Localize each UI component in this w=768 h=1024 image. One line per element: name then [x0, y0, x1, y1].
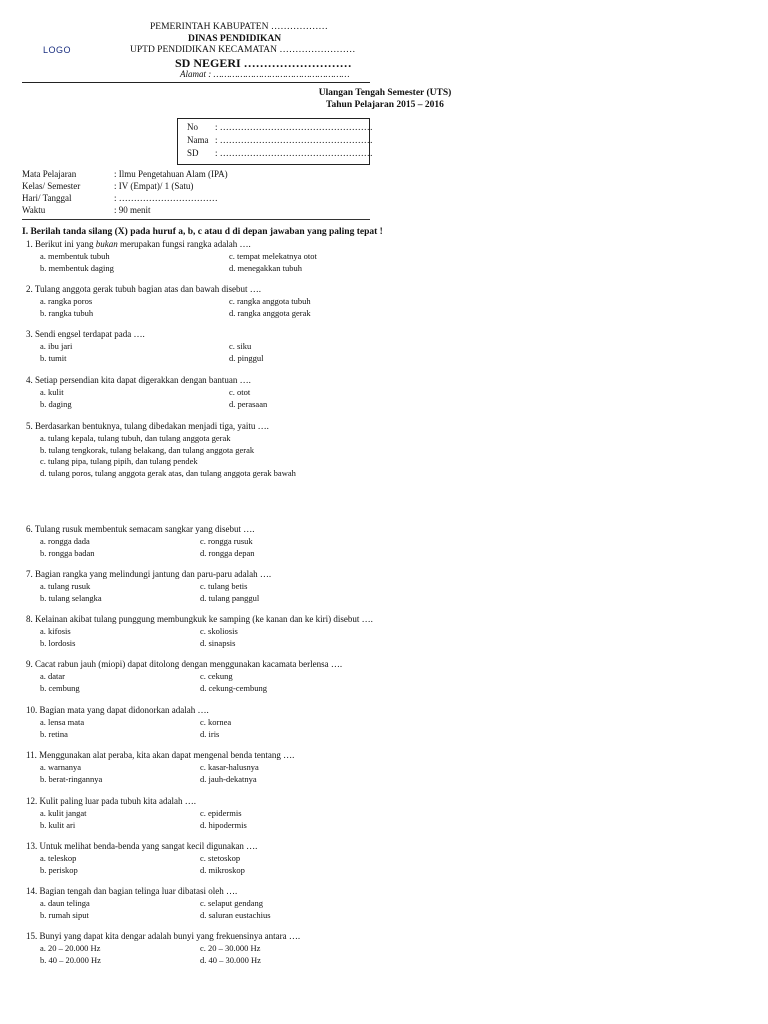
instruction-text: I. Berilah tanda silang (X) pada huruf a, b, c atau d di depan jawaban yang paling tepat !	[22, 227, 383, 237]
question-7-option-b: b. tulang selangka	[40, 593, 102, 603]
question-7-option-c: c. tulang betis	[200, 581, 248, 591]
meta-value-class: : IV (Empat)/ 1 (Satu)	[114, 181, 194, 191]
question-14-option-c: c. selaput gendang	[200, 898, 264, 908]
question-4-option-b: b. daging	[40, 399, 72, 409]
question-10-option-d: d. iris	[200, 729, 220, 739]
question-13-text: 13. Untuk melihat benda-benda yang sangat kecil digunakan ….	[26, 841, 258, 851]
question-1-option-b: b. membentuk daging	[40, 263, 114, 273]
question-2-option-a: a. rangka poros	[40, 296, 93, 306]
question-10-option-c: c. kornea	[200, 717, 232, 727]
meta-value-date: : ……………………………	[114, 193, 218, 203]
identity-field-nama: : ……………………………………………	[215, 135, 373, 145]
question-11-option-d: d. jauh-dekatnya	[200, 774, 257, 784]
question-15-option-d: d. 40 – 30.000 Hz	[200, 955, 261, 965]
question-15-text: 15. Bunyi yang dapat kita dengar adalah bunyi yang frekuensinya antara ….	[26, 931, 301, 941]
question-15-option-c: c. 20 – 30.000 Hz	[200, 943, 261, 953]
question-11-option-c: c. kasar-halusnya	[200, 762, 259, 772]
question-14-option-d: d. saluran eustachius	[200, 910, 271, 920]
question-4-option-c: c. otot	[229, 387, 251, 397]
question-3-option-b: b. tumit	[40, 353, 67, 363]
meta-label-date: Hari/ Tanggal	[22, 193, 72, 203]
question-1-option-d: d. menegakkan tubuh	[229, 263, 302, 273]
question-5-option-b: b. tulang tengkorak, tulang belakang, dan tulang anggota gerak	[40, 444, 255, 455]
question-7-option-d: d. tulang panggul	[200, 593, 260, 603]
school-address-line: Alamat : ……………………………………………	[180, 69, 350, 79]
question-13-option-a: a. teleskop	[40, 853, 77, 863]
identity-label-sd: SD	[187, 148, 199, 158]
identity-field-sd: : ……………………………………………	[215, 148, 373, 158]
question-3-option-d: d. pinggul	[229, 353, 264, 363]
question-8-option-d: d. sinapsis	[200, 638, 236, 648]
education-office-line: DINAS PENDIDIKAN	[188, 34, 282, 44]
question-13-option-c: c. stetoskop	[200, 853, 241, 863]
question-1-option-a: a. membentuk tubuh	[40, 251, 110, 261]
question-14-text: 14. Bagian tengah dan bagian telinga luar dibatasi oleh ….	[26, 886, 238, 896]
question-6-option-d: d. rongga depan	[200, 548, 255, 558]
question-6-option-c: c. rongga rusuk	[200, 536, 253, 546]
question-2-option-c: c. rangka anggota tubuh	[229, 296, 311, 306]
question-7-option-a: a. tulang rusuk	[40, 581, 91, 591]
question-9-option-a: a. datar	[40, 671, 66, 681]
question-13-option-b: b. periskop	[40, 865, 78, 875]
question-9-option-c: c. cekung	[200, 671, 233, 681]
school-name-line: SD NEGERI ………………………	[175, 56, 352, 70]
question-3-option-c: c. siku	[229, 341, 252, 351]
question-5-option-d: d. tulang poros, tulang anggota gerak atas, dan tulang anggota gerak bawah	[40, 467, 296, 478]
question-9-text: 9. Cacat rabun jauh (miopi) dapat ditolong dengan menggunakan kacamata berlensa ….	[26, 659, 343, 669]
question-1-option-c: c. tempat melekatnya otot	[229, 251, 317, 261]
meta-value-subject: : Ilmu Pengetahuan Alam (IPA)	[114, 169, 228, 179]
question-12-option-a: a. kulit jangat	[40, 808, 87, 818]
question-11-text: 11. Menggunakan alat peraba, kita akan dapat mengenal benda tentang ….	[26, 750, 295, 760]
question-3-text: 3. Sendi engsel terdapat pada ….	[26, 329, 145, 339]
question-10-option-b: b. retina	[40, 729, 68, 739]
question-2-text: 2. Tulang anggota gerak tubuh bagian atas dan bawah disebut ….	[26, 284, 261, 294]
question-6-option-b: b. rongga badan	[40, 548, 95, 558]
meta-label-class: Kelas/ Semester	[22, 181, 81, 191]
meta-divider	[22, 219, 370, 220]
question-8-option-b: b. lordosis	[40, 638, 76, 648]
question-14-option-b: b. rumah siput	[40, 910, 89, 920]
question-13-option-d: d. mikroskop	[200, 865, 245, 875]
government-line: PEMERINTAH KABUPATEN ………………	[150, 22, 328, 32]
question-5-option-c: c. tulang pipa, tulang pipih, dan tulang pendek	[40, 456, 198, 466]
question-12-option-b: b. kulit ari	[40, 820, 76, 830]
question-15-option-a: a. 20 – 20.000 Hz	[40, 943, 101, 953]
meta-label-time: Waktu	[22, 205, 46, 215]
question-8-text: 8. Kelainan akibat tulang punggung membungkuk ke samping (ke kanan dan ke kiri) disebut ….	[26, 614, 373, 624]
meta-value-time: : 90 menit	[114, 205, 151, 215]
question-11-option-b: b. berat-ringannya	[40, 774, 103, 784]
question-10-text: 10. Bagian mata yang dapat didonorkan adalah ….	[26, 705, 209, 715]
question-4-option-d: d. perasaan	[229, 399, 268, 409]
identity-field-no: : ……………………………………………	[215, 122, 373, 132]
question-12-option-c: c. epidermis	[200, 808, 242, 818]
question-12-option-d: d. hipodermis	[200, 820, 247, 830]
question-8-option-c: c. skoliosis	[200, 626, 238, 636]
question-2-option-b: b. rangka tubuh	[40, 308, 94, 318]
question-11-option-a: a. warnanya	[40, 762, 82, 772]
school-logo-placeholder: LOGO	[43, 45, 72, 55]
identity-label-nama: Nama	[187, 135, 209, 145]
question-7-text: 7. Bagian rangka yang melindungi jantung dan paru-paru adalah ….	[26, 569, 272, 579]
question-15-option-b: b. 40 – 20.000 Hz	[40, 955, 101, 965]
academic-year: Tahun Pelajaran 2015 – 2016	[326, 100, 444, 110]
question-6-option-a: a. rongga dada	[40, 536, 90, 546]
district-office-line: UPTD PENDIDIKAN KECAMATAN ……………………	[130, 45, 356, 55]
question-12-text: 12. Kulit paling luar pada tubuh kita adalah ….	[26, 796, 196, 806]
question-8-option-a: a. kifosis	[40, 626, 71, 636]
identity-label-no: No	[187, 122, 198, 132]
question-6-text: 6. Tulang rusuk membentuk semacam sangkar yang disebut ….	[26, 524, 255, 534]
question-9-option-d: d. cekung-cembung	[200, 683, 268, 693]
question-14-option-a: a. daun telinga	[40, 898, 90, 908]
question-5-text: 5. Berdasarkan bentuknya, tulang dibedakan menjadi tiga, yaitu ….	[26, 421, 269, 431]
question-3-option-a: a. ibu jari	[40, 341, 73, 351]
question-5-option-a: a. tulang kepala, tulang tubuh, dan tulang anggota gerak	[40, 433, 231, 443]
letterhead-divider	[22, 82, 370, 83]
exam-title: Ulangan Tengah Semester (UTS)	[318, 88, 452, 98]
question-1-text: 1. Berikut ini yang bukan merupakan fungsi rangka adalah ….	[26, 239, 251, 249]
question-9-option-b: b. cembung	[40, 683, 80, 693]
question-2-option-d: d. rangka anggota gerak	[229, 308, 311, 318]
question-4-text: 4. Setiap persendian kita dapat digerakkan dengan bantuan ….	[26, 375, 251, 385]
question-4-option-a: a. kulit	[40, 387, 64, 397]
meta-label-subject: Mata Pelajaran	[22, 169, 77, 179]
question-10-option-a: a. lensa mata	[40, 717, 85, 727]
